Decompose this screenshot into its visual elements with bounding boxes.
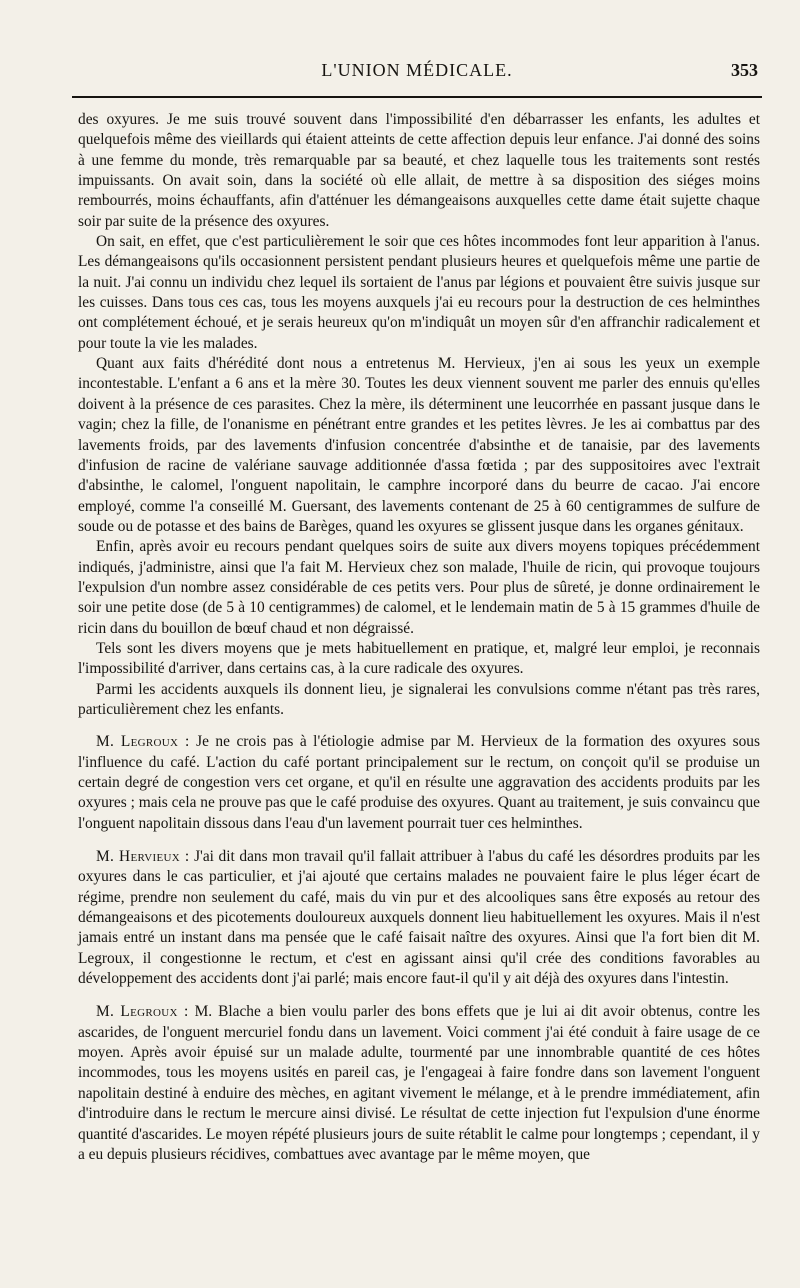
- speech-legroux-1: [78, 732, 760, 834]
- speaker-name: M. Hervieux :: [96, 848, 190, 866]
- page-header: [72, 60, 762, 88]
- page-number: 353: [731, 60, 758, 80]
- speech-legroux-2: [78, 1002, 760, 1165]
- paragraph-heredity: Quant aux faits d'hérédité dont nous a entretenus M. Hervieux, j'en ai sous les yeux un exemple incontestable. L'enfant a 6 ans et la mère 30. Toutes les deux viennent souvent me parler des ennuis qu'elles doivent à la présence de ces parasites. Chez la mère, ils déterminent une leucorrhée en passant jusque dans le vagin; chez la fille, de l'onanisme en pénétrant entre grandes et les petites lèvres. Je les ai combattus par des lavements froids, par des lavements d'infusion concentrée d'absinthe et de tanaisie, par des lavements d'infusion de racine de valériane sauvage additionnée d'assa fœtida ; par des suppositoires avec l'extrait d'absinthe, le calomel, l'onguent napolitain, le camphre incorporé dans du beurre de cacao. J'ai encore employé, comme l'a conseillé M. Guersant, des lavements contenant de 25 à 60 centigrammes de sulfure de soude ou de potasse et des bains de Barèges, quand les oxyures se glissent jusque dans les organes génitaux.: [78, 355, 760, 535]
- speech-hervieux: [78, 847, 760, 989]
- speech-text: J'ai dit dans mon travail qu'il fallait attribuer à l'abus du café les désordres produits par les oxyures dans le cas particulier, et j'ai ajouté que certains malades ne pouvaient faire le plus léger écart de régime, prendre non seulement du café, mais du vin pur et des alcooliques sans être exposés au retour des démangeaisons et des picotements douloureux auxquels donnent lieu habituellement les oxyures. Mais il n'est jamais entré un instant dans ma pensée que le café faisait naître des oxyures. Ainsi que l'a fort bien dit M. Legroux, il congestionne le rectum, et c'est en agissant ainsi qu'il crée des conditions favorables au développement des accidents dont j'ai parlé; mais encore faut-il qu'il y ait déjà des oxyures dans l'intestin.: [78, 848, 760, 988]
- speaker-name: M. Legroux :: [96, 733, 190, 751]
- speaker-name: M. Legroux :: [96, 1003, 189, 1021]
- speech-text: Je ne crois pas à l'étiologie admise par M. Hervieux de la formation des oxyures sous l'influence du café. L'action du café portant principalement sur le rectum, on conçoit qu'il se produise un certain degré de congestion vers cet organe, et qu'il en résulte une aggravation des accidents produits par les oxyures ; mais cela ne prouve pas que le café produise des oxyures. Quant au traitement, je suis convaincu que l'onguent napolitain dissous dans l'eau d'un lavement pourrait tuer ces helminthes.: [78, 733, 760, 832]
- speech-text: M. Blache a bien voulu parler des bons effets que je lui ai dit avoir obtenus, contre les ascarides, de l'onguent mercuriel fondu dans un lavement. Voici comment j'ai été conduit à faire usage de ce moyen. Après avoir épuisé sur un malade adulte, tourmenté par une innombrable quantité de ces hôtes incommodes, tous les moyens usités en pareil cas, je l'engageai à faire fondre dans son lavement l'onguent napolitain destiné à enduire des mèches, en agitant vivement le mélange, et à le prendre immédiatement, afin d'introduire dans le rectum le mercure ainsi divisé. Le résultat de cette injection fut l'expulsion d'une énorme quantité d'ascarides. Le moyen répété plusieurs jours de suite rétablit le calme pour longtemps ; cependant, il y a eu depuis plusieurs récidives, combattues avec avantage par le même moyen, que: [78, 1003, 760, 1163]
- paragraph-convulsions: Parmi les accidents auxquels ils donnent lieu, je signalerai les convulsions comme n'étant pas très rares, particulièrement chez les enfants.: [78, 680, 760, 718]
- paragraph-oxyures-continuation: des oxyures. Je me suis trouvé souvent dans l'impossibilité d'en débarrasser les enfants, les adultes et quelquefois même des vieillards qui étaient atteints de cette affection depuis leur enfance. J'ai donné des soins à une femme du monde, très remarquable par sa beauté, et chez laquelle tous les traitements sont restés impuissants. On avait soin, dans la société où elle allait, de mettre à sa disposition des siéges moins rembourrés, moins échauffants, afin d'atténuer les démangeaisons auxquelles cette dame était sujette chaque soir par suite de la présence des oxyures.: [78, 111, 760, 230]
- article-body: [78, 110, 760, 1165]
- header-rule: [72, 96, 762, 98]
- paragraph-means-summary: Tels sont les divers moyens que je mets habituellement en pratique, et, malgré leur emploi, je reconnais l'impossibilité d'arriver, dans certains cas, à la cure radicale des oxyures.: [78, 639, 760, 678]
- paragraph-treatment: Enfin, après avoir eu recours pendant quelques soirs de suite aux divers moyens topiques précédemment indiqués, j'administre, ainsi que l'a fait M. Hervieux chez son malade, l'huile de ricin, qui provoque toujours l'expulsion d'un nombre assez considérable de ces petits vers. Pour plus de sûreté, je donne ordinairement le soir une petite dose (de 5 à 10 centigrammes) de calomel, et le lendemain matin de 5 à 15 grammes d'huile de ricin dans du bouillon de bœuf chaud et non dégraissé.: [78, 538, 760, 637]
- running-title: L'UNION MÉDICALE.: [321, 60, 513, 80]
- paragraph-evening-itching: On sait, en effet, que c'est particulièrement le soir que ces hôtes incommodes font leur apparition à l'anus. Les démangeaisons qu'ils occasionnent persistent pendant plusieurs heures et quelquefois même une partie de la nuit. J'ai connu un individu chez lequel ils sortaient de l'anus par légions et pouvaient être suivis jusque sur les cuisses. Dans tous ces cas, tous les moyens auxquels j'ai eu recours pour la destruction de ces helminthes ont complétement échoué, et je serais heureux qu'on m'indiquât un moyen sûr d'en affranchir radicalement et pour toute la vie les malades.: [78, 233, 760, 352]
